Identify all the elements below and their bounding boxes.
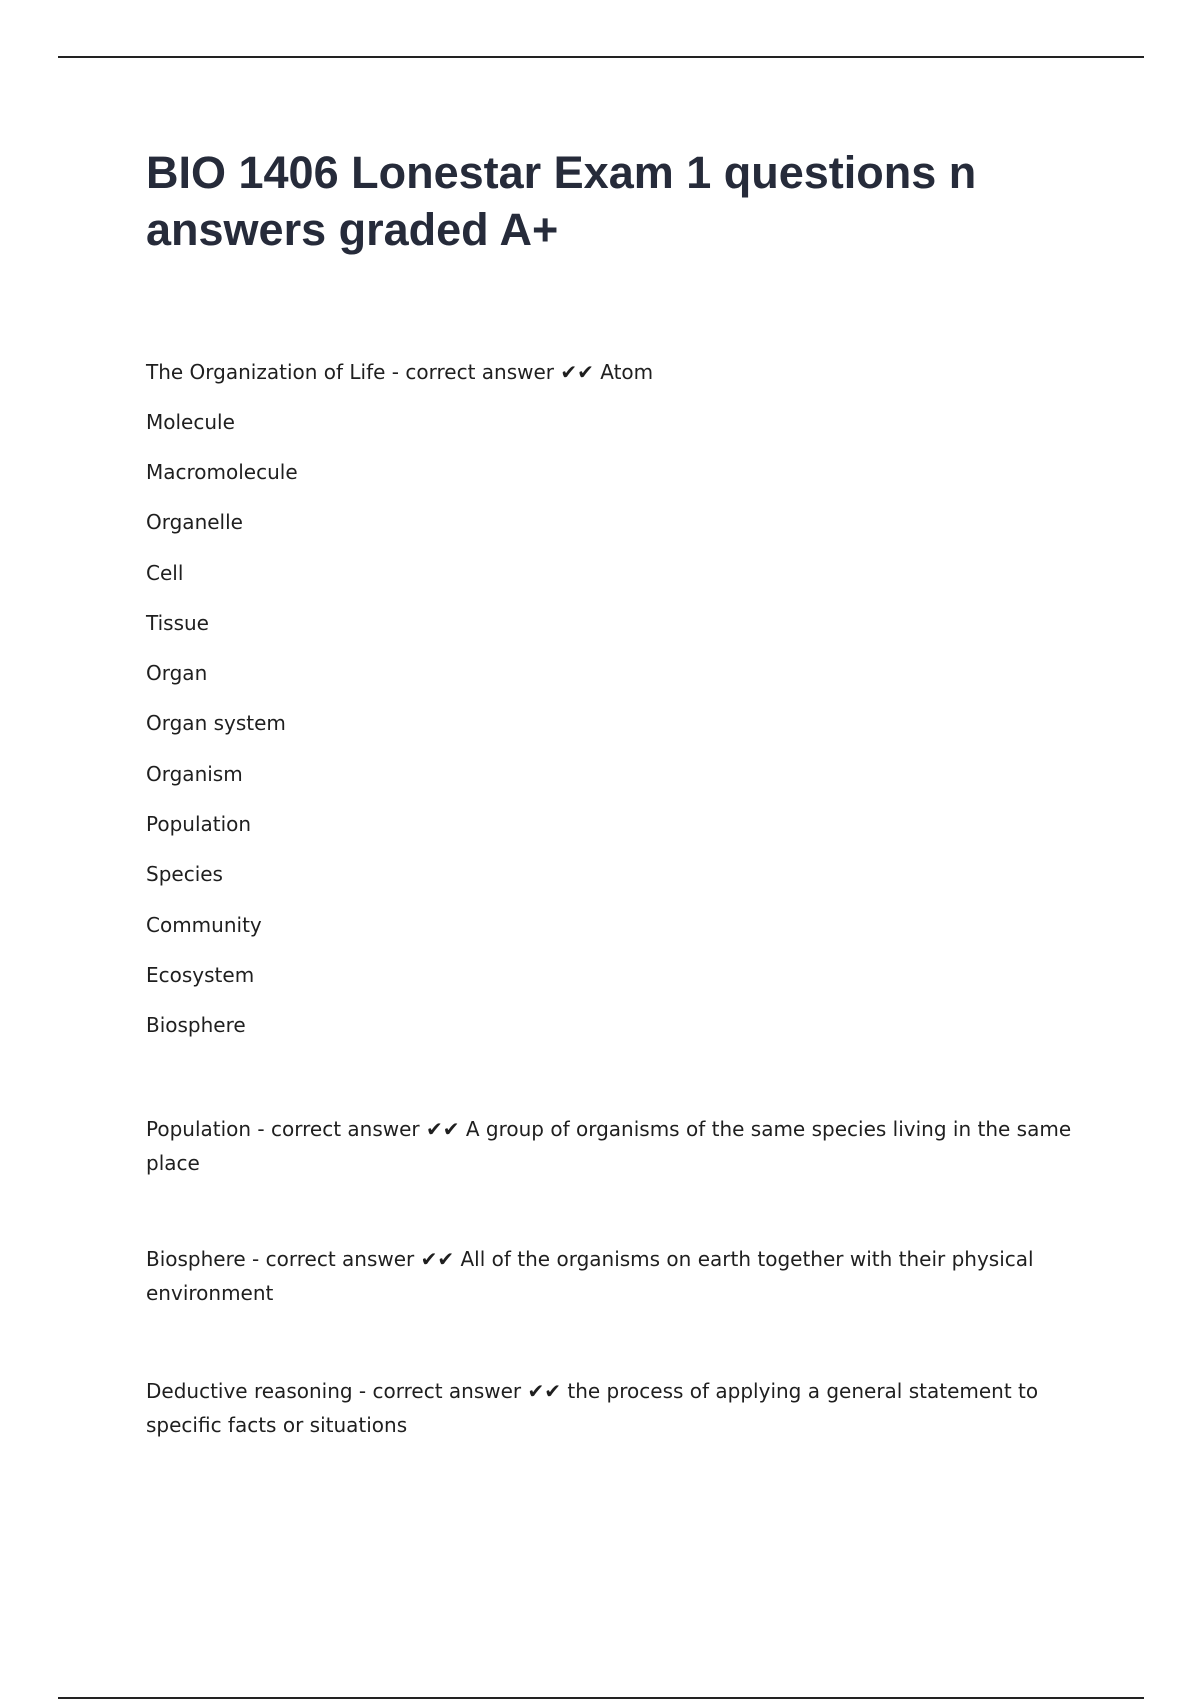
qa-term: Biosphere bbox=[146, 1246, 246, 1271]
checkmark-icon: ✔✔ bbox=[560, 360, 594, 384]
list-item: Organelle bbox=[146, 510, 243, 535]
answer-list bbox=[146, 388, 1076, 1042]
qa-separator: - correct answer bbox=[352, 1378, 528, 1403]
qa-term: Population bbox=[146, 1116, 252, 1141]
qa-item bbox=[146, 1112, 1076, 1180]
header-rule bbox=[58, 56, 1144, 58]
list-item: Molecule bbox=[146, 410, 235, 434]
list-item: Species bbox=[146, 862, 223, 887]
qa-item bbox=[146, 1242, 1076, 1310]
list-item: Biosphere bbox=[146, 1013, 246, 1038]
list-item: Tissue bbox=[146, 610, 209, 635]
checkmark-icon: ✔✔ bbox=[420, 1246, 455, 1271]
list-item: Cell bbox=[146, 560, 184, 585]
qa-answer: the process of applying a general statement to specific facts or situations bbox=[146, 1378, 1039, 1437]
list-item: Community bbox=[146, 912, 262, 937]
footer-rule bbox=[58, 1697, 1144, 1699]
qa-separator: - correct answer bbox=[245, 1246, 421, 1271]
qa-answer: All of the organisms on earth together with their physical environment bbox=[146, 1246, 1034, 1305]
document-body bbox=[146, 356, 1076, 1442]
qa-answer: A group of organisms of the same species living in the same place bbox=[146, 1116, 1072, 1175]
list-item: Population bbox=[146, 812, 252, 837]
list-item: Ecosystem bbox=[146, 962, 255, 987]
qa-term: The Organization of Life bbox=[146, 360, 386, 384]
list-item: Macromolecule bbox=[146, 460, 298, 484]
qa-answer: Atom bbox=[593, 360, 654, 384]
checkmark-icon: ✔✔ bbox=[527, 1378, 562, 1403]
qa-term: Deductive reasoning bbox=[146, 1378, 353, 1403]
list-item: Organ system bbox=[146, 711, 286, 736]
page-title: BIO 1406 Lonestar Exam 1 questions n answers graded A+ bbox=[146, 147, 977, 255]
qa-question bbox=[146, 356, 1076, 388]
checkmark-icon: ✔✔ bbox=[426, 1116, 460, 1141]
list-item: Organism bbox=[146, 761, 243, 786]
list-item: Organ bbox=[146, 661, 208, 686]
qa-separator: - correct answer bbox=[385, 360, 561, 384]
qa-item bbox=[146, 1374, 1076, 1442]
qa-item bbox=[146, 356, 1076, 1042]
qa-separator: - correct answer bbox=[251, 1116, 426, 1141]
